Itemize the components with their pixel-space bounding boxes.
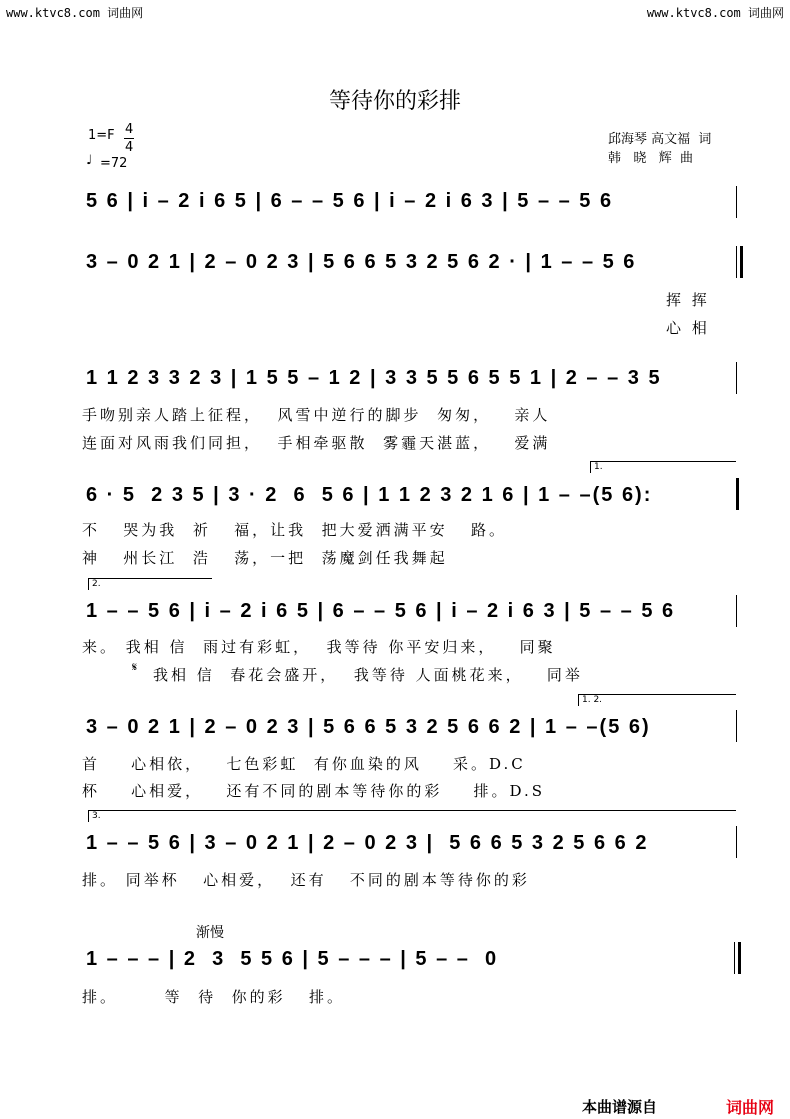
volta-3-bracket [88, 810, 736, 811]
volta-2-label: 2. [92, 579, 101, 589]
score-line-6: 3 – 0 2 1 | 2 – 0 2 3 | 5 6 6 5 3 2 5 6 6 2 | 1 – –(5 6) [86, 716, 651, 738]
volta-12-label: 1. 2. [582, 695, 603, 705]
time-denominator: 4 [125, 140, 134, 155]
score-line-2: 3 – 0 2 1 | 2 – 0 2 3 | 5 6 6 5 3 2 5 6 2 · | 1 – – 5 6 [86, 251, 637, 273]
composer: 韩 晓 辉 曲 [608, 151, 694, 166]
end-repeat-barline [736, 478, 739, 510]
volta-12-edge [578, 694, 579, 706]
lyric-line-3b: 连面对风雨我们同担， 手相牵驱散 雾霾天湛蓝， 爱满 [82, 434, 551, 452]
site-logo: 词曲网 [726, 1098, 775, 1117]
lyricist: 邱海琴 高文福 词 [608, 132, 712, 147]
score-line-1: 5 6 | i – 2 i 6 5 | 6 – – 5 6 | i – 2 i 6 3 | 5 – – 5 6 [86, 190, 614, 212]
barline [736, 826, 737, 858]
lyric-line-2a: 挥 挥 [666, 291, 710, 309]
segno-icon: 𝄋 [132, 660, 141, 674]
tempo: =72 [100, 156, 128, 171]
barline [736, 710, 737, 742]
repeat-barline-thick [740, 246, 743, 278]
ritardando-marking: 渐慢 [196, 925, 224, 941]
site-watermark-right: www.ktvc8.com 词曲网 [646, 6, 784, 20]
volta-1-label: 1. [594, 462, 603, 472]
lyric-line-4a: 不 哭为我 祈 福，让我 把大爱洒满平安 路。 [82, 521, 507, 539]
barline [736, 595, 737, 627]
score-line-8: 1 – – – | 2 3 5 5 6 | 5 – – – | 5 – – 0 [86, 948, 499, 970]
key-signature: 1=F [88, 128, 115, 143]
volta-1-bracket [590, 461, 736, 462]
score-line-7: 1 – – 5 6 | 3 – 0 2 1 | 2 – 0 2 3 | 5 6 6 5 3 2 5 6 6 2 [86, 832, 649, 854]
time-numerator: 4 [125, 122, 134, 137]
volta-3-label: 3. [92, 811, 101, 821]
volta-2-bracket [88, 578, 212, 579]
lyric-line-5b: 我相 信 春花会盛开， 我等待 人面桃花来， 同举 [153, 666, 583, 684]
song-title: 等待你的彩排 [328, 89, 461, 114]
repeat-barline [736, 246, 737, 278]
lyric-line-7: 排。 同举杯 心相爱， 还有 不同的剧本等待你的彩 [82, 871, 530, 889]
lyric-line-8: 排。 等 待 你的彩 排。 [82, 988, 345, 1006]
lyric-line-5a: 来。 我相 信 雨过有彩虹， 我等待 你平安归来， 同聚 [82, 638, 556, 656]
score-line-3: 1 1 2 3 3 2 3 | 1 5 5 – 1 2 | 3 3 5 5 6 5 5 1 | 2 – – 3 5 [86, 367, 662, 389]
barline [736, 186, 737, 218]
volta-3-edge [88, 810, 89, 822]
site-watermark-left: www.ktvc8.com 词曲网 [6, 6, 144, 20]
final-barline-thin [734, 942, 735, 974]
score-line-4: 6 · 5 2 3 5 | 3 · 2 6 5 6 | 1 1 2 3 2 1 6 | 1 – –(5 6): [86, 484, 653, 506]
lyric-line-3a: 手吻别亲人踏上征程， 风雪中逆行的脚步 匆匆， 亲人 [82, 406, 551, 424]
final-barline-thick [738, 942, 741, 974]
volta-2-edge [88, 578, 89, 590]
volta-1-edge [590, 461, 591, 473]
barline [736, 362, 737, 394]
lyric-line-2b: 心 相 [666, 319, 710, 337]
source-label: 本曲谱源自 [582, 1098, 658, 1116]
lyric-line-6b: 杯 心相爱， 还有不同的剧本等待你的彩 排。D.S [82, 782, 545, 800]
time-divider [124, 138, 134, 139]
lyric-line-6a: 首 心相依， 七色彩虹 有你血染的风 采。D.C [82, 755, 526, 773]
lyric-line-4b: 神 州长江 浩 荡，一把 荡魔剑任我舞起 [82, 549, 448, 567]
quarter-note-icon: ♩ [86, 153, 93, 168]
score-line-5: 1 – – 5 6 | i – 2 i 6 5 | 6 – – 5 6 | i – 2 i 6 3 | 5 – – 5 6 [86, 600, 676, 622]
